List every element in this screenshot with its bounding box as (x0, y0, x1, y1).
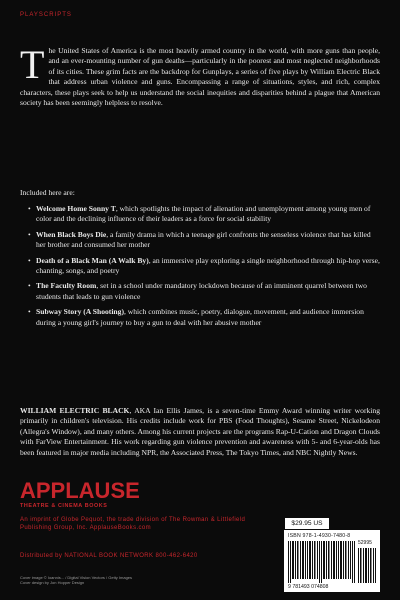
play-description: , which combines music, poetry, dialogue, movement, and audience immersion during a young girl's journey to buy a gun to deal with her abusive mother (36, 307, 364, 327)
drop-cap: T (20, 42, 45, 87)
bullet-icon: • (28, 204, 31, 213)
play-title: Welcome Home Sonny T (36, 204, 116, 213)
author-name: WILLIAM ELECTRIC BLACK (20, 406, 130, 415)
distribution-text: Distributed by NATIONAL BOOK NETWORK 800-462-6420 (20, 553, 198, 559)
author-bio-text: , AKA Ian Ellis James, is a seven-time Emmy Award winning writer working primarily in children's television. His credits include work for PBS (Food Thoughts), Sesame Street, Nickelodeon (Allegra's Window), and many others. Among his current projects are the programs Rap-U-Cation and Dragon Clouds with FarView Entertainment. His work regarding gun violence prevention and awareness with 5- and 6-year-olds has been featured in major media including NPR, the Associated Press, The Tokyo Times, and NBC Nightly News. (20, 406, 380, 457)
section-label: PLAYSCRIPTS (20, 12, 72, 18)
play-title: When Black Boys Die (36, 229, 107, 239)
logo-tagline: THEATRE & CINEMA BOOKS (20, 503, 108, 509)
plays-list (28, 204, 380, 333)
bullet-icon: • (28, 307, 31, 317)
list-item (28, 204, 380, 225)
barcode-number: 9 781493 074808 (288, 584, 329, 590)
play-title: Death of a Black Man (A Walk By) (36, 255, 149, 265)
isbn-barcode (288, 541, 356, 583)
bullet-icon: • (28, 255, 31, 265)
list-item (28, 307, 380, 328)
play-description: , set in a school under mandatory lockdown because of an imminent quarrel between two students that leads to gun violence (36, 281, 367, 301)
imprint-text: An imprint of Globe Pequot, the trade division of The Rowman & Littlefield Publishing Group, Inc. ApplauseBooks.com (20, 517, 246, 532)
intro-paragraph (20, 42, 380, 108)
bullet-icon: • (28, 281, 31, 291)
play-description: , which spotlights the impact of alienation and unemployment among young men of color and the declining influence of their leaders as a force for social stability (36, 204, 371, 224)
play-description: , a family drama in which a teenage girl confronts the senseless violence that has killed her brother and consumed her mother (36, 229, 371, 250)
list-item (28, 256, 380, 277)
list-item (28, 281, 380, 302)
play-description: , an immersive play exploring a single neighborhood through hip-hop verse, chanting, songs, and poetry (36, 255, 380, 276)
barcode-panel (284, 520, 380, 592)
included-label: Included here are: (20, 188, 75, 197)
author-bio (20, 406, 380, 458)
price-code: 52995 (358, 540, 372, 546)
play-title: The Faculty Room (36, 281, 97, 291)
list-item (28, 230, 380, 251)
cover-credits: Cover image © Ioannis... / Digital Vision Vectors / Getty Images Cover design by Jon Hopper Design (20, 575, 133, 585)
isbn-text: ISBN 978-1-4930-7480-8 (288, 533, 351, 539)
price-barcode (358, 548, 376, 583)
publisher-logo (20, 480, 140, 509)
play-title: Subway Story (A Shooting) (36, 307, 124, 317)
logo-wordmark: APPLAUSE (20, 478, 140, 503)
intro-text: he United States of America is the most heavily armed country in the world, with more guns than people, and an ever-mounting number of gun deaths—particularly in the poorest and most neglected neighborhoods of its cities. These grim facts are the backdrop for Gunplays, a series of five plays by William Electric Black that address urban violence and guns. Encompassing a range of situations, styles, and rich, complex characters, these plays seek to help us understand the social inequities and disparities behind a plague that American society has been seemingly helpless to resolve. (20, 46, 380, 108)
bullet-icon: • (28, 229, 31, 239)
price-label: $29.95 US (285, 518, 329, 529)
